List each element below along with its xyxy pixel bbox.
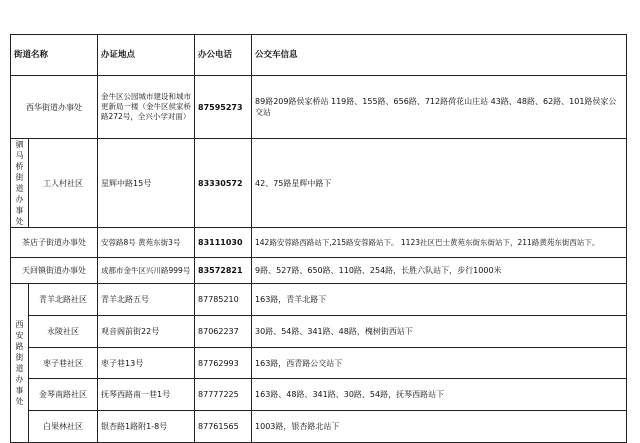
table-row-chadianzi xyxy=(11,228,627,258)
community-name: 永陵社区 xyxy=(29,316,98,348)
community-name: 工人村社区 xyxy=(29,139,98,228)
header-bus-info: 公交车信息 xyxy=(252,35,627,76)
office-address: 青羊北路五号 xyxy=(98,284,195,316)
bus-info: 142路安蓉路西路站下,215路安蓉路站下。 1123社区巴士黄苑东街东街站下，211路黄苑东街西站下。 xyxy=(252,228,627,258)
table-row xyxy=(11,348,627,379)
community-name: 金琴南路社区 xyxy=(29,379,98,411)
table-row-simaqiao xyxy=(11,139,627,228)
office-phone: 83572821 xyxy=(195,258,252,284)
office-address: 观音阁前街22号 xyxy=(98,316,195,348)
office-address: 星辉中路15号 xyxy=(98,139,195,228)
table-header-row xyxy=(11,35,627,76)
header-address: 办证地点 xyxy=(98,35,195,76)
office-phone: 87761565 xyxy=(195,411,252,443)
bus-info: 1003路，银杏路北站下 xyxy=(252,411,627,443)
header-street-name: 街道名称 xyxy=(11,35,98,76)
street-name: 西安路街道办事处 xyxy=(11,284,29,443)
table-row xyxy=(11,379,627,411)
office-phone: 87777225 xyxy=(195,379,252,411)
office-address: 金牛区公园城市建设和城市更新局一楼（金牛区侯家桥路272号，全兴小学对面） xyxy=(98,76,195,139)
office-phone: 83330572 xyxy=(195,139,252,228)
office-address: 成都市金牛区兴川路999号 xyxy=(98,258,195,284)
office-phone: 83111030 xyxy=(195,228,252,258)
bus-info: 163路，西青路公交站下 xyxy=(252,348,627,379)
table-row xyxy=(11,316,627,348)
office-address: 抚琴西路南一巷1号 xyxy=(98,379,195,411)
street-name: 天回镇街道办事处 xyxy=(11,258,98,284)
office-address: 银杏路1路附1-8号 xyxy=(98,411,195,443)
community-name: 青羊北路社区 xyxy=(29,284,98,316)
office-phone: 87785210 xyxy=(195,284,252,316)
bus-info: 89路209路侯家桥站 119路、155路、656路、712路荷花山庄站 43路、48路、62路、101路侯家公交站 xyxy=(252,76,627,139)
office-phone: 87762993 xyxy=(195,348,252,379)
office-address: 枣子巷13号 xyxy=(98,348,195,379)
office-address: 安蓉路8号 黄苑东街3号 xyxy=(98,228,195,258)
street-name: 驷马桥街道办事处 xyxy=(11,139,29,228)
office-phone: 87062237 xyxy=(195,316,252,348)
bus-info: 42、75路星辉中路下 xyxy=(252,139,627,228)
community-name: 枣子巷社区 xyxy=(29,348,98,379)
table-row-tianhui xyxy=(11,258,627,284)
bus-info: 30路、54路、341路、48路，槐树街西站下 xyxy=(252,316,627,348)
street-name: 茶店子街道办事处 xyxy=(11,228,98,258)
office-phone: 87595273 xyxy=(195,76,252,139)
bus-info: 163路、48路、341路、30路、54路，抚琴西路站下 xyxy=(252,379,627,411)
header-phone: 办公电话 xyxy=(195,35,252,76)
community-name: 白果林社区 xyxy=(29,411,98,443)
bus-info: 9路、527路、650路、110路、254路，长胜六队站下，步行1000米 xyxy=(252,258,627,284)
office-table xyxy=(10,34,627,443)
street-name: 西华街道办事处 xyxy=(11,76,98,139)
table-row xyxy=(11,284,627,316)
bus-info: 163路，青羊北路下 xyxy=(252,284,627,316)
table-row-xihua xyxy=(11,76,627,139)
